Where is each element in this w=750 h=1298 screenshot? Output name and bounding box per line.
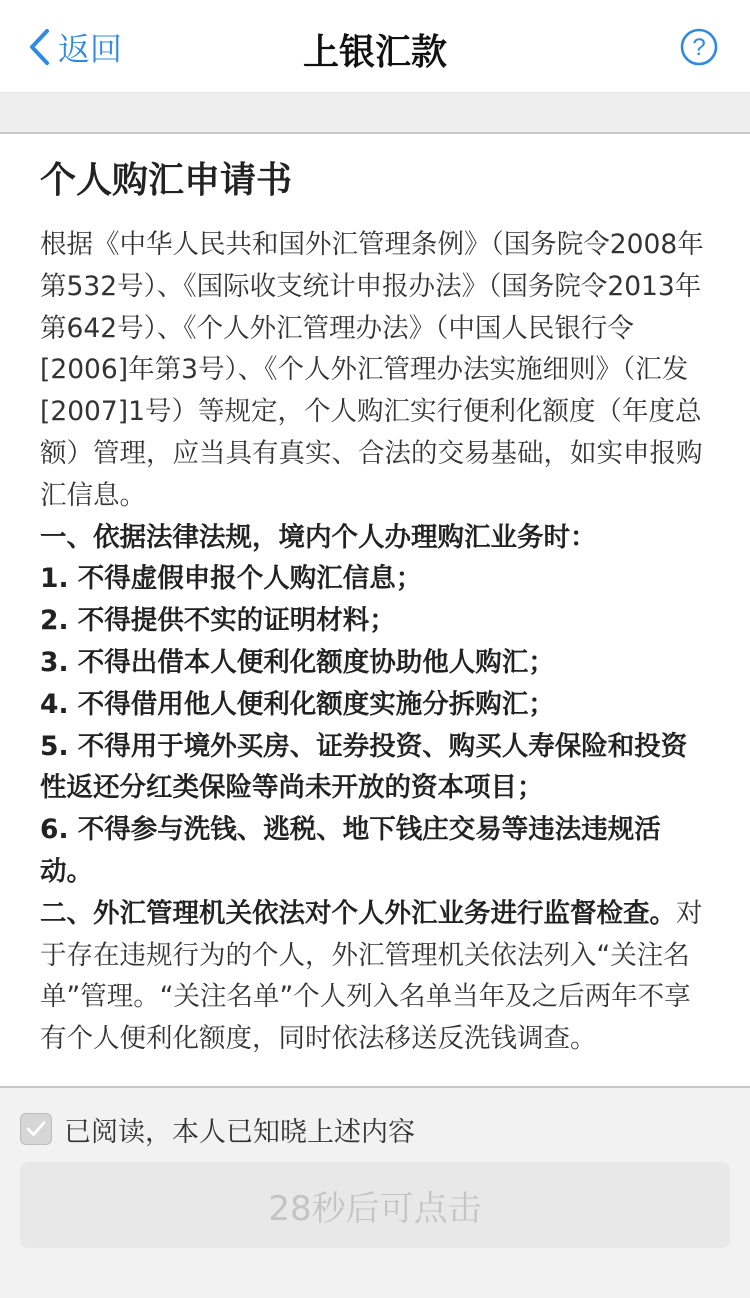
question-circle-icon [680,28,718,66]
section1-item-1: 1. 不得虚假申报个人购汇信息； [40,563,423,595]
submit-button[interactable]: 28秒后可点击 [20,1162,730,1248]
page-title: 上银汇款 [302,32,447,73]
section1-item-6: 6. 不得参与洗钱、逃税、地下钱庄交易等违法违规活动。 [40,814,661,887]
document-title: 个人购汇申请书 [40,160,293,201]
nav-bar [0,0,750,93]
svg-text:?: ? [692,34,706,61]
agree-label: 已阅读，本人已知晓上述内容 [64,1116,415,1148]
agree-checkbox[interactable] [20,1113,52,1145]
section1-item-3: 3. 不得出借本人便利化额度协助他人购汇； [40,646,555,678]
section1-item-4: 4. 不得借用他人便利化额度实施分拆购汇； [40,688,555,720]
section2-paragraph [40,893,710,1060]
section2-heading: 二、外汇管理机关依法对个人外汇业务进行监督检查。 [40,897,676,929]
section1-heading: 一、依据法律法规，境内个人办理购汇业务时： [40,521,597,553]
section1-item-2: 2. 不得提供不实的证明材料； [40,605,396,637]
section2-text: 对于存在违规行为的个人，外汇管理机关依法列入“关注名单”管理。“关注名单”个人列入名单当年及之后两年不享有个人便利化额度，同时依法移送反洗钱调查。 [40,897,703,1055]
document-intro: 根据《中华人民共和国外汇管理条例》（国务院令2008年第532号）、《国际收支统计申报办法》（国务院令2013年第642号）、《个人外汇管理办法》（中国人民银行令[2006]年第3号）、《个人外汇管理办法实施细则》（汇发[2007]1号）等规定，个人购汇实行便利化额度（年度总额）管理，应当具有真实、合法的交易基础，如实申报购汇信息。 [40,229,704,511]
checkmark-icon [24,1117,48,1141]
header-divider-band [0,93,750,134]
agree-checkbox-row[interactable] [20,1106,415,1152]
footer-panel [0,1086,750,1298]
back-label: 返回 [58,30,123,68]
document-scroll-area[interactable] [0,134,750,1086]
section1-item-5: 5. 不得用于境外买房、证券投资、购买人寿保险和投资性返还分红类保险等尚未开放的资本项目； [40,730,688,804]
help-button[interactable] [680,28,718,66]
